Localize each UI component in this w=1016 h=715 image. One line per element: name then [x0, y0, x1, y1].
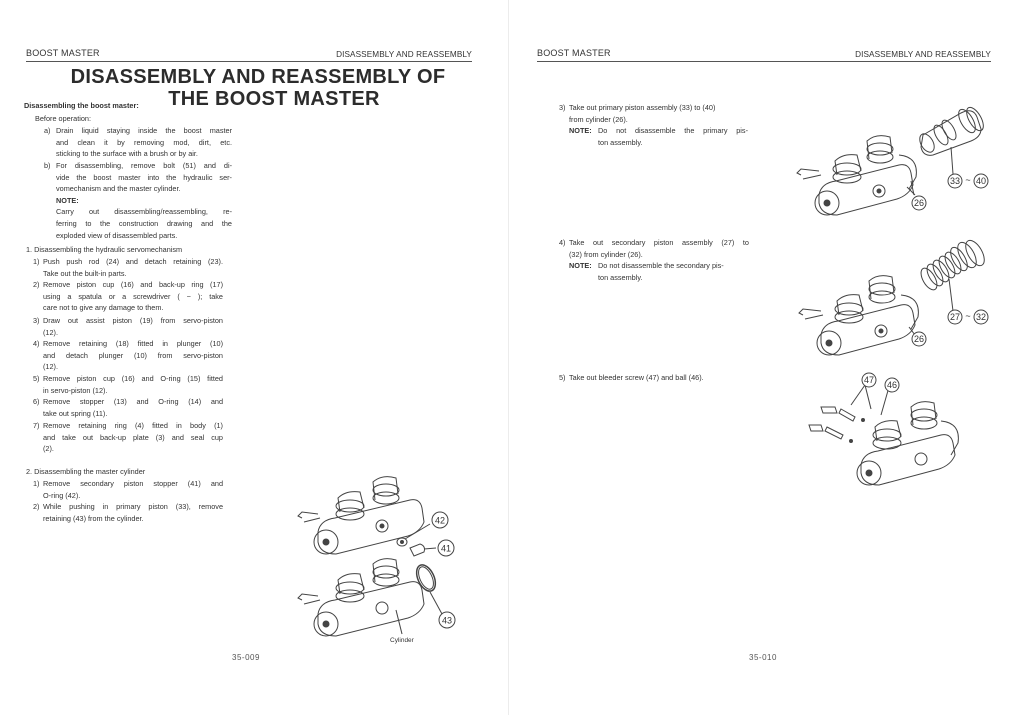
list-item [56, 160, 232, 241]
line: (2). [43, 444, 54, 454]
note-label: NOTE: [569, 261, 592, 270]
line: using a spatula or a screwdriver ( − ); take [43, 291, 223, 301]
line: vomechanism and the master cylinder. [56, 184, 181, 194]
callout-46 [885, 378, 899, 392]
list-marker: 1) [33, 479, 40, 488]
running-header [26, 47, 472, 62]
line: and clean it by removing mod, dirt, etc. [56, 137, 232, 147]
bleeder-screw-figure [791, 365, 991, 495]
callout-label: 26 [913, 198, 925, 208]
callout-label: 41 [440, 543, 452, 554]
line: Carry out disassembling/reassembling, re- [56, 207, 232, 217]
line: Remove retaining ring (4) fitted in body (1) [43, 421, 223, 430]
line: vide the boost master into the hydraulic ser- [56, 172, 232, 182]
list-item [43, 256, 223, 279]
line: ton assembly. [598, 272, 643, 282]
note-text [598, 260, 748, 283]
list-item [43, 420, 223, 455]
list-item [43, 501, 223, 524]
note-label: NOTE: [569, 126, 592, 135]
callout-47 [862, 373, 876, 387]
line: Remove stopper (13) and O-ring (14) and [43, 397, 223, 406]
line: (12). [43, 327, 59, 337]
line: Remove retaining (18) fitted in plunger (10) [43, 339, 223, 348]
callout-27 [948, 310, 962, 324]
callout-26 [912, 196, 926, 210]
callout-42 [432, 512, 448, 528]
line: and take out back-up plate (3) and seal cup [43, 432, 223, 442]
line: Remove piston cup (16) and back-up ring (17) [43, 280, 223, 289]
line: Remove secondary piston stopper (41) and [43, 479, 223, 488]
callout-label: 42 [434, 515, 446, 526]
line: exploded view of disassembled parts. [56, 230, 178, 240]
line: Push push rod (24) and detach retaining (23). [43, 257, 223, 266]
list-item [43, 279, 223, 314]
list-marker: 5) [559, 373, 566, 382]
list-marker: a) [44, 126, 51, 135]
figure-caption: Cylinder [390, 637, 414, 644]
range-separator: ~ [965, 311, 971, 321]
callout-41 [438, 540, 454, 556]
section-title: 1. Disassembling the hydraulic servomechanism [26, 245, 183, 254]
list-marker: 4) [559, 238, 566, 247]
primary-piston-figure [781, 95, 1001, 225]
callout-label: 43 [441, 615, 453, 626]
cylinder-body-lower [298, 559, 424, 636]
list-marker: 3) [559, 103, 566, 112]
line: Do not disassemble the secondary pis- [598, 261, 724, 270]
callout-label: 47 [863, 375, 875, 385]
callout-label: 40 [975, 176, 987, 186]
line: (32) from cylinder (26). [569, 249, 643, 259]
callout-label: 46 [886, 380, 898, 390]
list-item [569, 237, 749, 260]
callout-label: 26 [913, 334, 925, 344]
header-section: BOOST MASTER [537, 48, 611, 58]
page-number: 35-010 [749, 653, 777, 662]
line: For disassembling, remove bolt (51) and di- [56, 161, 232, 170]
line: take out spring (11). [43, 408, 108, 418]
list-item [569, 372, 759, 384]
callout-26 [912, 332, 926, 346]
callout-32 [974, 310, 988, 324]
line: ferring to the construction drawing and the [56, 218, 232, 228]
line: Take out bleeder screw (47) and ball (46). [569, 373, 704, 382]
list-marker: 3) [33, 316, 40, 325]
list-marker: 2) [33, 502, 40, 511]
line: Take out the built-in parts. [43, 268, 127, 278]
page-title-line-2: THE BOOST MASTER [168, 88, 380, 110]
list-marker: 7) [33, 421, 40, 430]
line: ton assembly. [598, 137, 643, 147]
cylinder-body-upper [298, 477, 424, 554]
list-item [569, 102, 749, 125]
line: in servo-piston (12). [43, 385, 108, 395]
line: Do not disassemble the primary pis- [598, 126, 748, 135]
line: Drain liquid staying inside the boost master [56, 126, 232, 135]
list-item [43, 396, 223, 419]
list-item [43, 315, 223, 338]
callout-label: 27 [949, 312, 961, 322]
primary-piston-assembly [917, 105, 987, 156]
header-section: BOOST MASTER [26, 48, 100, 58]
list-item [56, 125, 232, 160]
note-label: NOTE: [56, 195, 79, 205]
line: Draw out assist piston (19) from servo-piston [43, 316, 223, 325]
master-cylinder-drawing [290, 462, 490, 652]
line: retaining (43) from the cylinder. [43, 513, 144, 523]
callout-33 [948, 174, 962, 188]
list-marker: 1) [33, 257, 40, 266]
right-page [508, 0, 1016, 715]
list-item [43, 373, 223, 396]
range-separator: ~ [965, 175, 971, 185]
header-chapter: DISASSEMBLY AND REASSEMBLY [855, 50, 991, 59]
section-title: 2. Disassembling the master cylinder [26, 467, 146, 476]
line: from cylinder (26). [569, 114, 628, 124]
list-marker: b) [44, 161, 51, 170]
list-marker: 2) [33, 280, 40, 289]
list-item [43, 338, 223, 373]
list-marker: 6) [33, 397, 40, 406]
line: O-ring (42). [43, 490, 81, 500]
callout-40 [974, 174, 988, 188]
line: sticking to the surface with a brush or by air. [56, 149, 198, 159]
callout-43 [439, 612, 455, 628]
page-number: 35-009 [232, 653, 260, 662]
list-marker: 4) [33, 339, 40, 348]
line: (12). [43, 362, 59, 372]
callout-label: 33 [949, 176, 961, 186]
note-text [598, 125, 748, 148]
line: Remove piston cup (16) and O-ring (15) fitted [43, 374, 223, 383]
line: care not to give any damage to them. [43, 303, 164, 313]
page-title-line-1: DISASSEMBLY AND REASSEMBLY OF [70, 66, 446, 88]
master-cylinder-figure [290, 462, 490, 652]
list-marker: 5) [33, 374, 40, 383]
line: While pushing in primary piston (33), remove [43, 502, 223, 511]
line: Take out primary piston assembly (33) to (40) [569, 103, 716, 112]
subheading: Disassembling the boost master: [24, 101, 139, 110]
list-item [43, 478, 223, 501]
line: Take out secondary piston assembly (27) to [569, 238, 749, 247]
line: and detach plunger (10) from servo-piston [43, 350, 223, 360]
secondary-piston-figure [781, 235, 1001, 365]
before-operation-label: Before operation: [35, 114, 91, 123]
callout-label: 32 [975, 312, 987, 322]
secondary-piston-spring [918, 237, 988, 292]
running-header [537, 47, 991, 62]
header-chapter: DISASSEMBLY AND REASSEMBLY [336, 50, 472, 59]
